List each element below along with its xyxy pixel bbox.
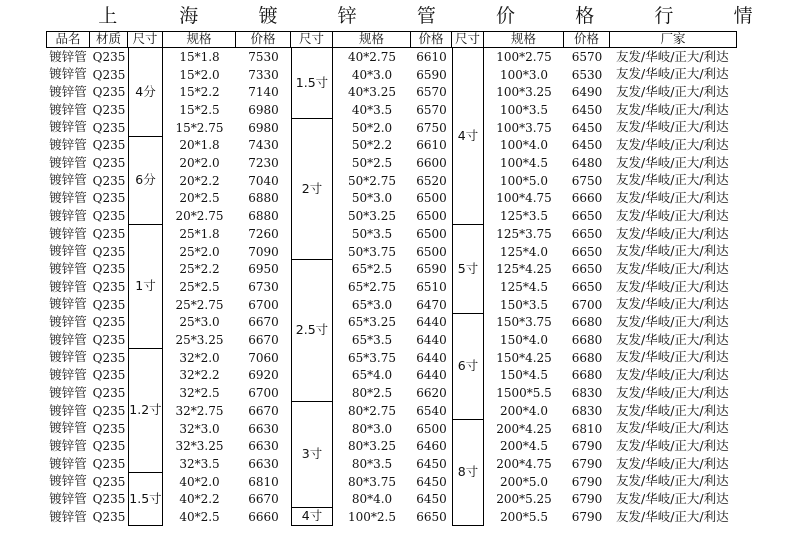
price-cell: 6670 bbox=[248, 315, 279, 330]
size-cell: 4分 bbox=[128, 48, 163, 137]
spec-cell: 20*2.5 bbox=[179, 191, 220, 206]
factory-cell: 友发/华岐/正大/利达 bbox=[616, 278, 729, 294]
factory-cell: 友发/华岐/正大/利达 bbox=[616, 420, 729, 436]
price-cell: 6980 bbox=[248, 102, 279, 117]
spec-cell: 65*2.75 bbox=[348, 279, 396, 294]
title-char: 情 bbox=[733, 5, 753, 27]
factory-cell: 友发/华岐/正大/利达 bbox=[616, 296, 729, 312]
spec-cell: 25*3.0 bbox=[179, 315, 220, 330]
spec-cell: 80*4.0 bbox=[351, 492, 393, 507]
spec-cell: 32*3.0 bbox=[179, 421, 220, 436]
price-cell: 6980 bbox=[248, 120, 279, 135]
product-name-cell: 镀锌管 bbox=[49, 349, 87, 365]
spec-cell: 20*2.75 bbox=[175, 209, 224, 224]
price-cell: 7060 bbox=[248, 350, 279, 365]
factory-cell: 友发/华岐/正大/利达 bbox=[616, 402, 729, 418]
spec-cell: 150*4.25 bbox=[496, 350, 552, 365]
product-name-cell: 镀锌管 bbox=[49, 260, 87, 276]
spec-cell: 80*2.5 bbox=[351, 386, 393, 401]
material-cell: Q235 bbox=[92, 102, 126, 117]
price-cell: 6950 bbox=[248, 262, 279, 277]
header-price: 价格 bbox=[564, 31, 610, 47]
spec-cell: 150*3.5 bbox=[500, 297, 548, 312]
price-cell: 6480 bbox=[571, 156, 603, 171]
spec-cell: 1500*5.5 bbox=[496, 386, 552, 401]
factory-cell: 友发/华岐/正大/利达 bbox=[616, 508, 729, 524]
price-cell: 6650 bbox=[416, 510, 447, 525]
product-name-cell: 镀锌管 bbox=[49, 154, 87, 170]
factory-cell: 友发/华岐/正大/利达 bbox=[616, 190, 729, 206]
header-product-name: 品名 bbox=[46, 31, 90, 47]
header-price: 价格 bbox=[236, 31, 291, 47]
size-cell: 4寸 bbox=[452, 48, 484, 225]
material-cell: Q235 bbox=[92, 67, 126, 82]
spec-cell: 15*1.8 bbox=[179, 49, 220, 64]
spec-cell: 100*4.75 bbox=[496, 191, 552, 206]
price-cell: 6750 bbox=[416, 120, 447, 135]
price-cell: 6670 bbox=[248, 403, 279, 418]
price-cell: 6440 bbox=[416, 350, 447, 365]
price-cell: 6650 bbox=[571, 279, 603, 294]
product-name-cell: 镀锌管 bbox=[49, 296, 87, 312]
price-cell: 6510 bbox=[416, 279, 447, 294]
spec-cell: 125*3.75 bbox=[496, 226, 552, 241]
factory-cell: 友发/华岐/正大/利达 bbox=[616, 137, 729, 153]
price-cell: 6790 bbox=[571, 439, 603, 454]
spec-cell: 65*3.5 bbox=[351, 333, 393, 348]
spec-cell: 15*2.0 bbox=[179, 67, 220, 82]
material-cell: Q235 bbox=[92, 85, 126, 100]
price-cell: 6450 bbox=[416, 456, 447, 471]
spec-cell: 25*2.75 bbox=[175, 297, 224, 312]
product-name-cell: 镀锌管 bbox=[49, 491, 87, 507]
spec-cell: 32*3.25 bbox=[175, 439, 224, 454]
size-cell: 2寸 bbox=[291, 119, 333, 261]
size-cell: 5寸 bbox=[452, 225, 484, 314]
spec-cell: 50*3.0 bbox=[351, 191, 393, 206]
title-char: 格 bbox=[575, 5, 595, 27]
product-name-cell: 镀锌管 bbox=[49, 83, 87, 99]
price-cell: 7430 bbox=[248, 138, 279, 153]
product-name-cell: 镀锌管 bbox=[49, 48, 87, 64]
spec-cell: 80*3.0 bbox=[351, 421, 393, 436]
spec-cell: 65*3.0 bbox=[351, 297, 393, 312]
material-cell: Q235 bbox=[92, 120, 126, 135]
price-cell: 6650 bbox=[571, 209, 603, 224]
price-cell: 6670 bbox=[248, 333, 279, 348]
spec-cell: 15*2.5 bbox=[179, 102, 220, 117]
price-cell: 6440 bbox=[416, 315, 447, 330]
price-cell: 6590 bbox=[416, 262, 447, 277]
material-cell: Q235 bbox=[92, 209, 126, 224]
header-size: 尺寸 bbox=[452, 31, 484, 47]
size-cell: 3寸 bbox=[291, 402, 333, 508]
material-cell: Q235 bbox=[92, 492, 126, 507]
spec-cell: 25*1.8 bbox=[179, 226, 220, 241]
price-cell: 6500 bbox=[416, 209, 447, 224]
spec-cell: 150*4.0 bbox=[500, 333, 548, 348]
spec-cell: 50*2.2 bbox=[351, 138, 393, 153]
spec-cell: 100*4.0 bbox=[500, 138, 548, 153]
price-cell: 6660 bbox=[571, 191, 603, 206]
price-cell: 6440 bbox=[416, 368, 447, 383]
spec-cell: 20*2.0 bbox=[179, 156, 220, 171]
spec-cell: 50*2.75 bbox=[348, 173, 396, 188]
spec-cell: 200*5.5 bbox=[500, 510, 548, 525]
spec-cell: 200*4.75 bbox=[496, 456, 552, 471]
title-char: 镀 bbox=[258, 5, 278, 27]
spec-cell: 200*5.25 bbox=[496, 492, 552, 507]
price-cell: 6790 bbox=[571, 492, 603, 507]
price-cell: 6730 bbox=[248, 279, 279, 294]
price-cell: 6470 bbox=[416, 297, 447, 312]
product-name-cell: 镀锌管 bbox=[49, 314, 87, 330]
spec-cell: 100*2.5 bbox=[348, 510, 396, 525]
spec-cell: 80*3.75 bbox=[348, 474, 396, 489]
spec-cell: 100*3.75 bbox=[496, 120, 552, 135]
price-table bbox=[46, 31, 737, 526]
price-cell: 6450 bbox=[571, 138, 603, 153]
spec-cell: 200*5.0 bbox=[500, 474, 548, 489]
price-cell: 6810 bbox=[571, 421, 603, 436]
size-cell: 1寸 bbox=[128, 225, 163, 349]
factory-cell: 友发/华岐/正大/利达 bbox=[616, 83, 729, 99]
price-cell: 6630 bbox=[248, 421, 279, 436]
price-cell: 7330 bbox=[248, 67, 279, 82]
header-spec: 规格 bbox=[163, 31, 236, 47]
price-cell: 6660 bbox=[248, 510, 279, 525]
material-cell: Q235 bbox=[92, 49, 126, 64]
material-cell: Q235 bbox=[92, 350, 126, 365]
factory-cell: 友发/华岐/正大/利达 bbox=[616, 243, 729, 259]
price-cell: 6830 bbox=[571, 403, 603, 418]
price-cell: 6790 bbox=[571, 474, 603, 489]
price-cell: 6670 bbox=[248, 492, 279, 507]
spec-cell: 50*2.5 bbox=[351, 156, 393, 171]
product-name-cell: 镀锌管 bbox=[49, 402, 87, 418]
factory-cell: 友发/华岐/正大/利达 bbox=[616, 437, 729, 453]
factory-cell: 友发/华岐/正大/利达 bbox=[616, 331, 729, 347]
factory-cell: 友发/华岐/正大/利达 bbox=[616, 260, 729, 276]
spec-cell: 125*4.25 bbox=[496, 262, 552, 277]
spec-cell: 100*3.25 bbox=[496, 85, 552, 100]
size-cell: 2.5寸 bbox=[291, 260, 333, 402]
spec-cell: 25*2.0 bbox=[179, 244, 220, 259]
size-cell: 6寸 bbox=[452, 314, 484, 420]
title-char: 价 bbox=[496, 5, 516, 27]
spec-cell: 200*4.0 bbox=[500, 403, 548, 418]
factory-cell: 友发/华岐/正大/利达 bbox=[616, 207, 729, 223]
spec-cell: 200*4.25 bbox=[496, 421, 552, 436]
price-cell: 6460 bbox=[416, 439, 447, 454]
material-cell: Q235 bbox=[92, 403, 126, 418]
price-cell: 6500 bbox=[416, 421, 447, 436]
size-cell: 4寸 bbox=[291, 508, 333, 526]
spec-cell: 25*2.5 bbox=[179, 279, 220, 294]
size-cell: 8寸 bbox=[452, 420, 484, 526]
price-cell: 6680 bbox=[571, 350, 603, 365]
factory-cell: 友发/华岐/正大/利达 bbox=[616, 119, 729, 135]
spec-cell: 125*4.0 bbox=[500, 244, 548, 259]
spec-cell: 40*2.75 bbox=[348, 49, 396, 64]
price-cell: 6700 bbox=[571, 297, 603, 312]
spec-cell: 15*2.75 bbox=[175, 120, 224, 135]
spec-cell: 40*3.0 bbox=[351, 67, 393, 82]
factory-cell: 友发/华岐/正大/利达 bbox=[616, 384, 729, 400]
price-cell: 6500 bbox=[416, 244, 447, 259]
material-cell: Q235 bbox=[92, 474, 126, 489]
material-cell: Q235 bbox=[92, 315, 126, 330]
price-cell: 6520 bbox=[416, 173, 447, 188]
spec-cell: 15*2.2 bbox=[179, 85, 220, 100]
factory-cell: 友发/华岐/正大/利达 bbox=[616, 154, 729, 170]
price-cell: 7040 bbox=[248, 173, 279, 188]
spec-cell: 50*3.5 bbox=[351, 226, 393, 241]
spec-cell: 32*2.5 bbox=[179, 386, 220, 401]
price-cell: 6570 bbox=[416, 85, 447, 100]
price-cell: 6810 bbox=[248, 474, 279, 489]
price-cell: 6450 bbox=[571, 120, 603, 135]
price-cell: 6450 bbox=[571, 102, 603, 117]
spec-cell: 50*3.25 bbox=[348, 209, 396, 224]
product-name-cell: 镀锌管 bbox=[49, 473, 87, 489]
spec-cell: 80*2.75 bbox=[348, 403, 396, 418]
price-cell: 6630 bbox=[248, 439, 279, 454]
spec-cell: 32*2.75 bbox=[175, 403, 224, 418]
price-cell: 6530 bbox=[571, 67, 603, 82]
header-size: 尺寸 bbox=[128, 31, 163, 47]
price-cell: 6700 bbox=[248, 386, 279, 401]
material-cell: Q235 bbox=[92, 138, 126, 153]
spec-cell: 40*2.0 bbox=[179, 474, 220, 489]
spec-cell: 40*2.2 bbox=[179, 492, 220, 507]
factory-cell: 友发/华岐/正大/利达 bbox=[616, 367, 729, 383]
price-cell: 6790 bbox=[571, 456, 603, 471]
spec-cell: 32*2.2 bbox=[179, 368, 220, 383]
price-cell: 6450 bbox=[416, 492, 447, 507]
spec-cell: 65*3.75 bbox=[348, 350, 396, 365]
product-name-cell: 镀锌管 bbox=[49, 455, 87, 471]
spec-cell: 65*2.5 bbox=[351, 262, 393, 277]
price-cell: 6570 bbox=[571, 49, 603, 64]
material-cell: Q235 bbox=[92, 386, 126, 401]
price-cell: 6790 bbox=[571, 510, 603, 525]
price-cell: 6920 bbox=[248, 368, 279, 383]
size-cell: 1.2寸 bbox=[128, 349, 163, 473]
material-cell: Q235 bbox=[92, 297, 126, 312]
spec-cell: 100*5.0 bbox=[500, 173, 548, 188]
spec-cell: 200*4.5 bbox=[500, 439, 548, 454]
header-size: 尺寸 bbox=[291, 31, 333, 47]
spec-cell: 150*4.5 bbox=[500, 368, 548, 383]
price-cell: 6610 bbox=[416, 49, 447, 64]
factory-cell: 友发/华岐/正大/利达 bbox=[616, 172, 729, 188]
price-cell: 6880 bbox=[248, 191, 279, 206]
spec-cell: 65*4.0 bbox=[351, 368, 393, 383]
spec-cell: 80*3.25 bbox=[348, 439, 396, 454]
price-cell: 7260 bbox=[248, 226, 279, 241]
spec-cell: 50*2.0 bbox=[351, 120, 393, 135]
spec-cell: 32*3.5 bbox=[179, 456, 220, 471]
material-cell: Q235 bbox=[92, 244, 126, 259]
spec-cell: 32*2.0 bbox=[179, 350, 220, 365]
header-spec: 规格 bbox=[333, 31, 411, 47]
factory-cell: 友发/华岐/正大/利达 bbox=[616, 314, 729, 330]
price-cell: 6630 bbox=[248, 456, 279, 471]
product-name-cell: 镀锌管 bbox=[49, 508, 87, 524]
size-cell: 1.5寸 bbox=[291, 48, 333, 119]
factory-cell: 友发/华岐/正大/利达 bbox=[616, 225, 729, 241]
product-name-cell: 镀锌管 bbox=[49, 225, 87, 241]
product-name-cell: 镀锌管 bbox=[49, 437, 87, 453]
price-cell: 7140 bbox=[248, 85, 279, 100]
price-cell: 6610 bbox=[416, 138, 447, 153]
product-name-cell: 镀锌管 bbox=[49, 384, 87, 400]
size-cell: 1.5寸 bbox=[128, 473, 163, 526]
price-cell: 6620 bbox=[416, 386, 447, 401]
spec-cell: 40*2.5 bbox=[179, 510, 220, 525]
spec-cell: 100*3.0 bbox=[500, 67, 548, 82]
price-cell: 6590 bbox=[416, 67, 447, 82]
factory-cell: 友发/华岐/正大/利达 bbox=[616, 455, 729, 471]
product-name-cell: 镀锌管 bbox=[49, 278, 87, 294]
spec-cell: 20*2.2 bbox=[179, 173, 220, 188]
spec-cell: 150*3.75 bbox=[496, 315, 552, 330]
price-cell: 6500 bbox=[416, 226, 447, 241]
size-cell: 6分 bbox=[128, 137, 163, 226]
price-cell: 6680 bbox=[571, 368, 603, 383]
spec-cell: 100*4.5 bbox=[500, 156, 548, 171]
price-cell: 6750 bbox=[571, 173, 603, 188]
header-spec: 规格 bbox=[484, 31, 564, 47]
material-cell: Q235 bbox=[92, 156, 126, 171]
product-name-cell: 镀锌管 bbox=[49, 190, 87, 206]
title-char: 上 bbox=[98, 5, 118, 27]
spec-cell: 100*3.5 bbox=[500, 102, 548, 117]
header-price: 价格 bbox=[411, 31, 452, 47]
material-cell: Q235 bbox=[92, 262, 126, 277]
price-cell: 6830 bbox=[571, 386, 603, 401]
product-name-cell: 镀锌管 bbox=[49, 119, 87, 135]
product-name-cell: 镀锌管 bbox=[49, 172, 87, 188]
price-cell: 6540 bbox=[416, 403, 447, 418]
title-char: 锌 bbox=[337, 5, 357, 27]
price-cell: 6650 bbox=[571, 262, 603, 277]
page-title bbox=[0, 4, 790, 28]
spec-cell: 80*3.5 bbox=[351, 456, 393, 471]
material-cell: Q235 bbox=[92, 368, 126, 383]
price-cell: 6500 bbox=[416, 191, 447, 206]
material-cell: Q235 bbox=[92, 421, 126, 436]
price-cell: 6880 bbox=[248, 209, 279, 224]
product-name-cell: 镀锌管 bbox=[49, 331, 87, 347]
title-char: 管 bbox=[416, 5, 436, 27]
factory-cell: 友发/华岐/正大/利达 bbox=[616, 349, 729, 365]
material-cell: Q235 bbox=[92, 173, 126, 188]
material-cell: Q235 bbox=[92, 439, 126, 454]
factory-cell: 友发/华岐/正大/利达 bbox=[616, 101, 729, 117]
spec-cell: 25*2.2 bbox=[179, 262, 220, 277]
spec-cell: 40*3.25 bbox=[348, 85, 396, 100]
price-cell: 6680 bbox=[571, 315, 603, 330]
material-cell: Q235 bbox=[92, 191, 126, 206]
price-cell: 6680 bbox=[571, 333, 603, 348]
material-cell: Q235 bbox=[92, 279, 126, 294]
product-name-cell: 镀锌管 bbox=[49, 243, 87, 259]
product-name-cell: 镀锌管 bbox=[49, 207, 87, 223]
price-cell: 6700 bbox=[248, 297, 279, 312]
spec-cell: 125*3.5 bbox=[500, 209, 548, 224]
material-cell: Q235 bbox=[92, 333, 126, 348]
title-char: 海 bbox=[179, 5, 199, 27]
spec-cell: 65*3.25 bbox=[348, 315, 396, 330]
factory-cell: 友发/华岐/正大/利达 bbox=[616, 473, 729, 489]
price-cell: 7230 bbox=[248, 156, 279, 171]
material-cell: Q235 bbox=[92, 226, 126, 241]
product-name-cell: 镀锌管 bbox=[49, 420, 87, 436]
spec-cell: 100*2.75 bbox=[496, 49, 552, 64]
header-factory: 厂家 bbox=[610, 31, 737, 47]
product-name-cell: 镀锌管 bbox=[49, 101, 87, 117]
price-cell: 6650 bbox=[571, 226, 603, 241]
price-cell: 6490 bbox=[571, 85, 603, 100]
price-cell: 6450 bbox=[416, 474, 447, 489]
product-name-cell: 镀锌管 bbox=[49, 66, 87, 82]
spec-cell: 50*3.75 bbox=[348, 244, 396, 259]
spec-cell: 20*1.8 bbox=[179, 138, 220, 153]
product-name-cell: 镀锌管 bbox=[49, 137, 87, 153]
price-cell: 6440 bbox=[416, 333, 447, 348]
spec-cell: 40*3.5 bbox=[351, 102, 393, 117]
price-cell: 6600 bbox=[416, 156, 447, 171]
factory-cell: 友发/华岐/正大/利达 bbox=[616, 66, 729, 82]
spec-cell: 25*3.25 bbox=[175, 333, 224, 348]
price-cell: 6650 bbox=[571, 244, 603, 259]
price-cell: 6570 bbox=[416, 102, 447, 117]
price-cell: 7090 bbox=[248, 244, 279, 259]
material-cell: Q235 bbox=[92, 456, 126, 471]
spec-cell: 125*4.5 bbox=[500, 279, 548, 294]
title-char: 行 bbox=[654, 5, 674, 27]
material-cell: Q235 bbox=[92, 510, 126, 525]
factory-cell: 友发/华岐/正大/利达 bbox=[616, 48, 729, 64]
product-name-cell: 镀锌管 bbox=[49, 367, 87, 383]
price-cell: 7530 bbox=[248, 49, 279, 64]
factory-cell: 友发/华岐/正大/利达 bbox=[616, 491, 729, 507]
header-material: 材质 bbox=[90, 31, 128, 47]
